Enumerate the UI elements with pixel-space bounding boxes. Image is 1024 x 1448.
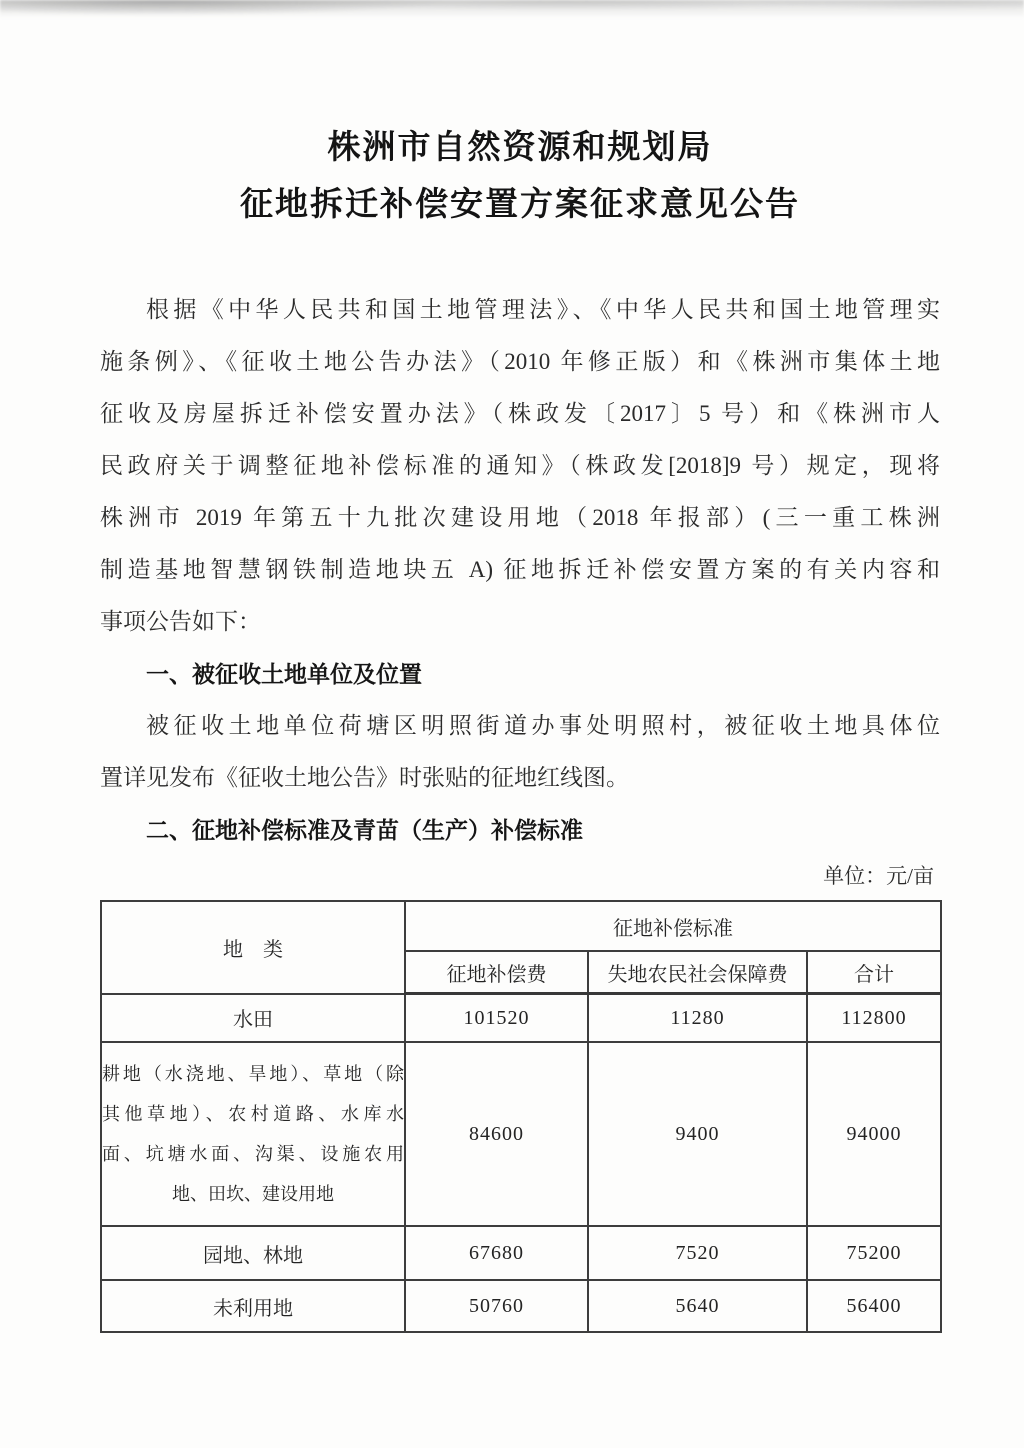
intro-paragraph — [100, 284, 940, 648]
section-1-line: 置详见发布《征收土地公告》时张贴的征地红线图。 — [100, 765, 629, 790]
table-row — [101, 1042, 941, 1226]
land-type-line: 其他草地）、农村道路、水库水 — [102, 1104, 404, 1124]
cell-land-type — [101, 1042, 405, 1226]
header-group-cell: 征地补偿标准 — [405, 901, 941, 951]
title-line-2: 征地拆迁补偿安置方案征求意见公告 — [240, 187, 800, 223]
section-1-line: 被征收土地单位荷塘区明照街道办事处明照村，被征收土地具体位 — [146, 713, 940, 738]
table-row — [101, 1226, 941, 1280]
intro-line: 民政府关于调整征地补偿标准的通知》（株政发[2018]9 号）规定，现将 — [100, 453, 940, 478]
cell-total: 75200 — [807, 1226, 941, 1280]
land-type-line: 耕地（水浇地、旱地）、草地（除 — [102, 1064, 404, 1084]
header-compensation-cell: 征地补偿费 — [405, 951, 588, 994]
intro-line: 根据《中华人民共和国土地管理法》、《中华人民共和国土地管理实 — [146, 297, 940, 322]
cell-land-type: 水田 — [101, 994, 405, 1043]
compensation-table — [100, 900, 942, 1333]
cell-social-security: 9400 — [588, 1042, 807, 1226]
cell-social-security: 11280 — [588, 994, 807, 1043]
cell-social-security: 5640 — [588, 1280, 807, 1332]
cell-total: 112800 — [807, 994, 941, 1043]
intro-line: 事项公告如下： — [100, 609, 261, 634]
cell-total: 94000 — [807, 1042, 941, 1226]
land-type-line: 地、田坎、建设用地 — [172, 1184, 334, 1204]
header-social-security-cell: 失地农民社会保障费 — [588, 951, 807, 994]
intro-line: 征收及房屋拆迁补偿安置办法》（株政发〔2017〕5 号）和《株洲市人 — [100, 401, 940, 426]
document-title — [100, 120, 940, 234]
intro-line: 株洲市 2019 年第五十九批次建设用地（2018 年报部）(三一重工株洲 — [100, 505, 940, 530]
table-row — [101, 994, 941, 1043]
cell-compensation: 67680 — [405, 1226, 588, 1280]
header-land-class-cell: 地 类 — [101, 901, 405, 994]
section-2-heading: 二、征地补偿标准及青苗（生产）补偿标准 — [146, 817, 583, 843]
unit-label: 单位：元/亩 — [823, 864, 934, 888]
cell-compensation: 84600 — [405, 1042, 588, 1226]
table-row — [101, 1280, 941, 1332]
cell-total: 56400 — [807, 1280, 941, 1332]
header-total-cell: 合计 — [807, 951, 941, 994]
section-1-heading: 一、被征收土地单位及位置 — [146, 661, 422, 687]
cell-compensation: 50760 — [405, 1280, 588, 1332]
section-1-paragraph — [100, 700, 940, 804]
document-page — [100, 0, 940, 1333]
cell-land-type: 园地、林地 — [101, 1226, 405, 1280]
intro-line: 施条例》、《征收土地公告办法》（2010 年修正版）和《株洲市集体土地 — [100, 349, 940, 374]
cell-social-security: 7520 — [588, 1226, 807, 1280]
intro-line: 制造基地智慧钢铁制造地块五 A) 征地拆迁补偿安置方案的有关内容和 — [100, 557, 940, 582]
land-type-line: 面、坑塘水面、沟渠、设施农用 — [102, 1144, 404, 1164]
title-line-1: 株洲市自然资源和规划局 — [327, 130, 713, 166]
cell-compensation: 101520 — [405, 994, 588, 1043]
cell-land-type: 未利用地 — [101, 1280, 405, 1332]
